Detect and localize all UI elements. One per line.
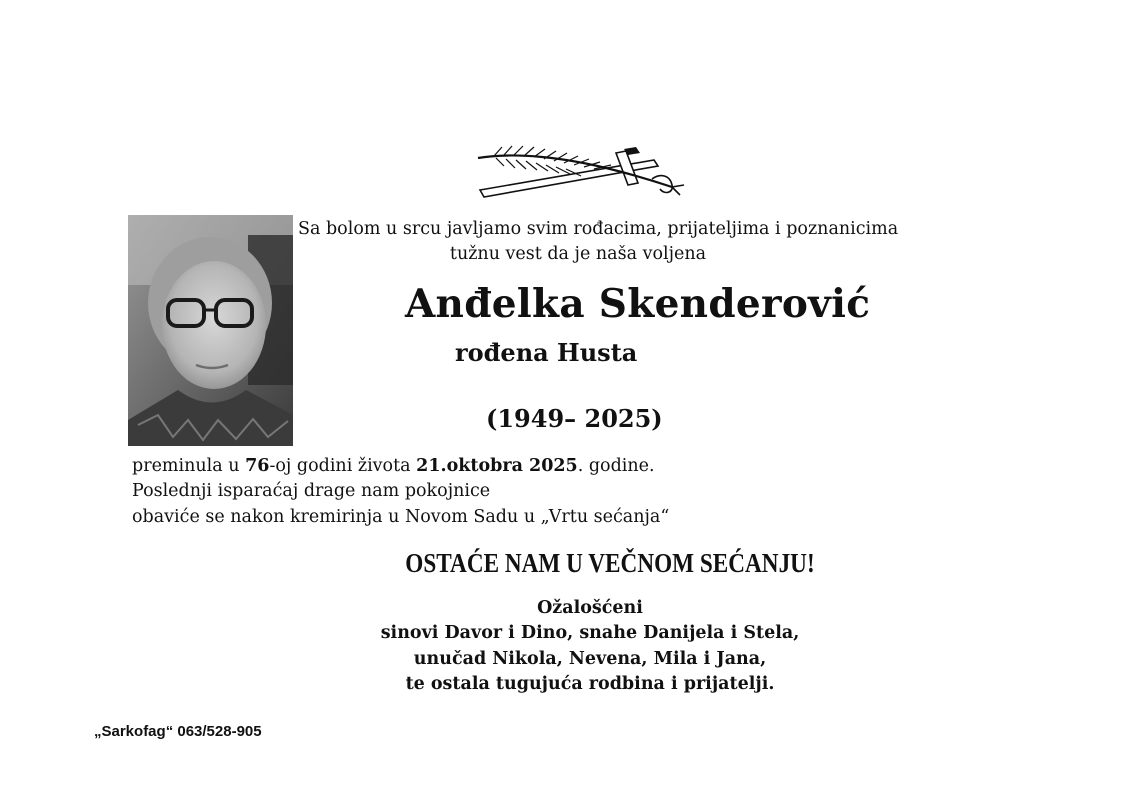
intro-line-1: Sa bolom u srcu javljamo svim rođacima, prijateljima i poznanicima bbox=[298, 219, 899, 239]
intro-line-2: tužnu vest da je naša voljena bbox=[449, 244, 707, 264]
mourners-line: sinovi Davor i Dino, snahe Danijela i Stela, bbox=[380, 623, 800, 643]
life-years: (1949– 2025) bbox=[486, 404, 663, 433]
maiden-name: rođena Husta bbox=[455, 338, 638, 367]
death-text-part3: . godine. bbox=[577, 456, 655, 476]
mourners-heading: Ožalošćeni bbox=[537, 598, 643, 618]
cross-with-palm-icon bbox=[474, 143, 686, 203]
deceased-portrait-photo bbox=[128, 215, 293, 446]
memorial-motto: OSTAĆE NAM U VEČNOM SEĆANJU! bbox=[405, 548, 815, 578]
death-age: 76 bbox=[245, 456, 270, 476]
ceremony-line-1: Poslednji isparaćaj drage nam pokojnice bbox=[132, 481, 491, 501]
mourners-line: unučad Nikola, Nevena, Mila i Jana, bbox=[413, 649, 767, 669]
ceremony-line-2: obaviće se nakon kremirinja u Novom Sadu u „Vrtu sećanja“ bbox=[132, 507, 670, 527]
mourners-line: te ostala tugujuća rodbina i prijatelji. bbox=[405, 674, 775, 694]
funeral-home-contact: „Sarkofag“ 063/528-905 bbox=[94, 723, 262, 740]
deceased-name: Anđelka Skenderović bbox=[405, 281, 871, 327]
death-details-line bbox=[132, 456, 655, 476]
death-text-part1: preminula u bbox=[132, 456, 246, 476]
death-text-part2: -oj godini života bbox=[269, 456, 417, 476]
death-date: 21.oktobra 2025 bbox=[416, 456, 578, 476]
